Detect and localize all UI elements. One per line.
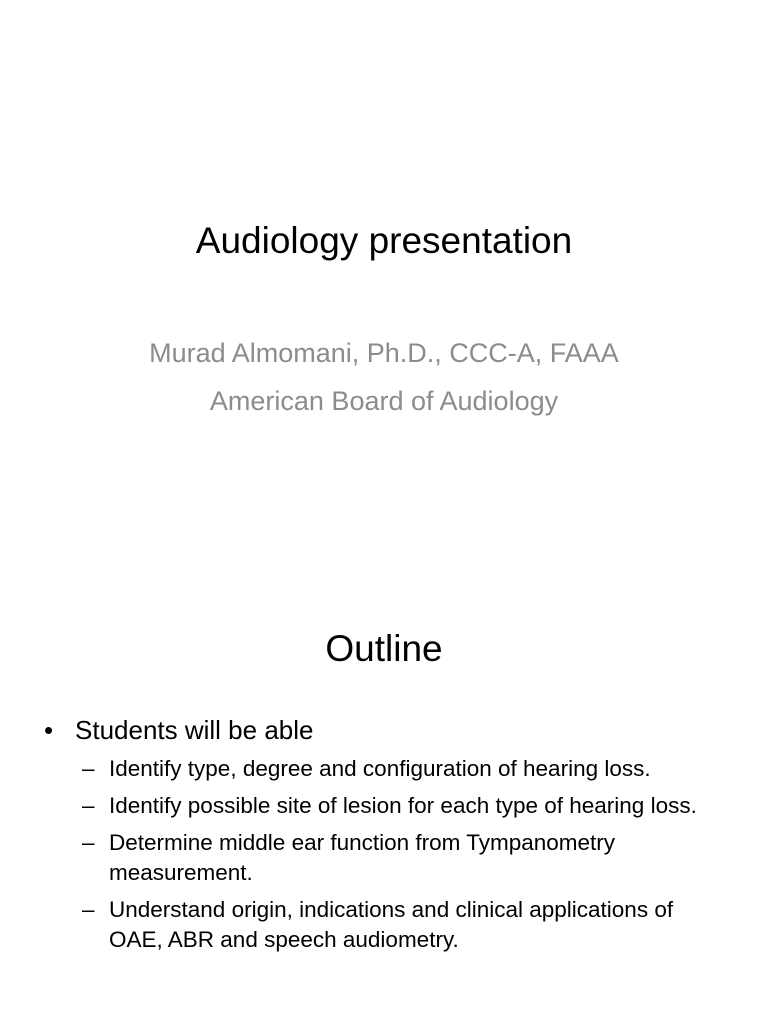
dash-icon: –	[82, 756, 95, 781]
objectives-list	[82, 754, 732, 962]
dash-icon: –	[82, 830, 95, 855]
author-credentials: Murad Almomani, Ph.D., CCC-A, FAAA	[149, 338, 619, 368]
dash-icon: –	[82, 793, 95, 818]
bullet-item	[44, 710, 313, 750]
list-item	[82, 791, 732, 821]
list-item-text: Determine middle ear function from Tympanometry measurement.	[109, 830, 616, 885]
outline-slide	[0, 576, 768, 1024]
outline-title: Outline	[325, 628, 443, 669]
bullet-text: Students will be able	[75, 715, 314, 745]
list-item-text: Identify type, degree and configuration of hearing loss.	[109, 756, 651, 781]
dash-icon: –	[82, 897, 95, 922]
bullet-dot-icon: •	[44, 715, 54, 745]
author-affiliation: American Board of Audiology	[209, 386, 559, 416]
list-item-text: Understand origin, indications and clinical applications of OAE, ABR and speech audiometry.	[109, 897, 674, 952]
list-item-text: Identify possible site of lesion for each type of hearing loss.	[109, 793, 697, 818]
list-item	[82, 828, 732, 888]
list-item	[82, 754, 732, 784]
presentation-subtitle	[0, 334, 768, 420]
list-item	[82, 895, 732, 955]
presentation-title: Audiology presentation	[195, 220, 573, 261]
